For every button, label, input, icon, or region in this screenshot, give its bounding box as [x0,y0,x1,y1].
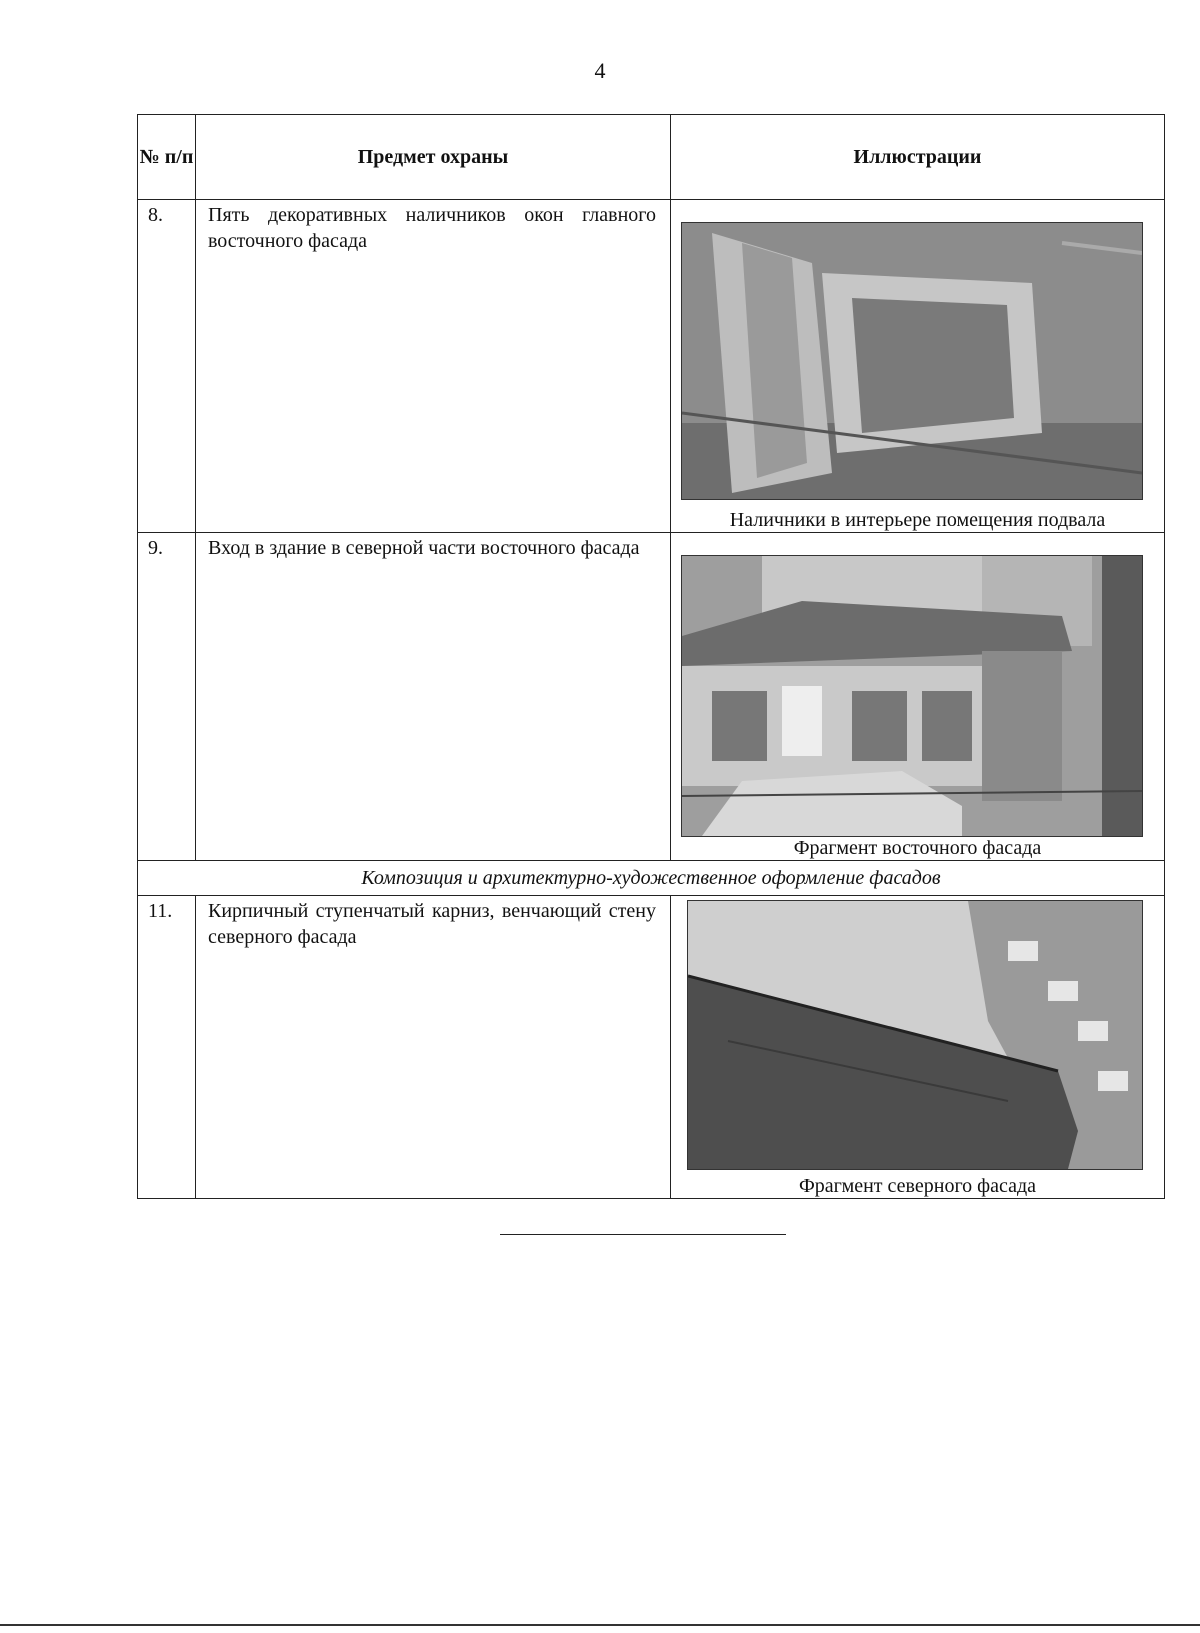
table-header-row [138,115,1165,200]
row-number-cell [138,896,196,1199]
header-subject: Предмет охраны [196,115,671,200]
scan-edge-line [0,1624,1200,1626]
subject-text: Вход в здание в северной части восточного фасада [208,537,640,559]
row-number: 11. [148,900,173,922]
protection-table [137,114,1165,1199]
subject-text: Пять декоративных наличников окон главного восточного фасада [208,204,656,252]
header-illustrations: Иллюстрации [671,115,1165,200]
photo-window-trims [681,222,1143,500]
photo-east-facade-image [682,556,1142,836]
page-number: 4 [594,58,606,83]
photo-window-trims-image [682,223,1142,499]
row-number: 8. [148,204,163,226]
photo-caption: Наличники в интерьере помещения подвала [729,509,1106,531]
table-row [138,896,1165,1199]
subject-cell [196,896,671,1199]
section-title: Композиция и архитектурно-художественное оформление фасадов [138,861,1165,896]
end-divider [500,1234,786,1235]
row-number-cell [138,533,196,861]
section-row [138,861,1165,896]
subject-cell [196,533,671,861]
photo-caption: Фрагмент северного фасада [798,1175,1037,1197]
row-number: 9. [148,537,163,559]
subject-cell [196,200,671,533]
photo-east-facade [681,555,1143,837]
illustration-cell [671,896,1165,1199]
table-row [138,533,1165,861]
table-row [138,200,1165,533]
row-number-cell [138,200,196,533]
illustration-cell [671,200,1165,533]
photo-north-facade-image [688,901,1142,1169]
photo-north-facade [687,900,1143,1170]
illustration-cell [671,533,1165,861]
photo-caption: Фрагмент восточного фасада [793,837,1042,859]
subject-text: Кирпичный ступенчатый карниз, венчающий стену северного фасада [208,900,656,948]
header-number: № п/п [138,115,196,200]
